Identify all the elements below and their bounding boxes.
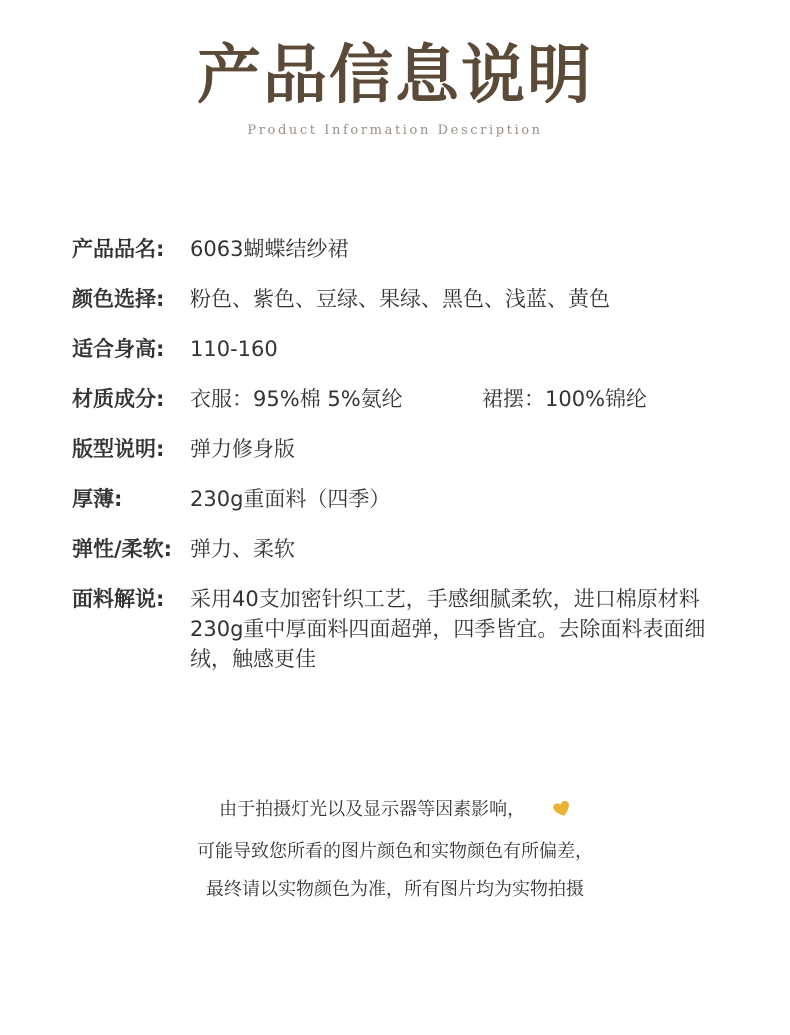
info-label: 适合身高:	[72, 337, 165, 361]
info-label: 面料解说:	[72, 587, 165, 611]
info-value-multiline	[190, 584, 750, 674]
info-label: 颜色选择:	[72, 287, 165, 311]
info-value-skirt: 裙摆：100%锦纶	[482, 387, 648, 411]
info-label: 产品品名:	[72, 237, 165, 261]
fabric-description-line: 230g重中厚面料四面超弹，四季皆宜。去除面料表面细	[190, 617, 706, 641]
info-value: 6063蝴蝶结纱裙	[190, 237, 349, 261]
color-notice-line-2: 可能导致您所看的图片颜色和实物颜色有所偏差，	[197, 841, 593, 862]
fabric-description-line: 采用40支加密针织工艺，手感细腻柔软，进口棉原材料	[190, 587, 700, 611]
info-value: 粉色、紫色、豆绿、果绿、黑色、浅蓝、黄色	[190, 287, 610, 311]
info-row-fabric-description	[72, 584, 762, 674]
info-row-fit	[72, 434, 762, 464]
info-label: 版型说明:	[72, 437, 165, 461]
info-value: 110-160	[190, 337, 278, 361]
info-row-thickness	[72, 484, 762, 514]
page-subtitle: Product Information Description	[247, 123, 543, 138]
info-value: 弹力修身版	[190, 437, 295, 461]
color-notice-line-3: 最终请以实物颜色为准，所有图片均为实物拍摄	[206, 879, 584, 900]
info-row-elasticity	[72, 534, 762, 564]
page-title: 产品信息说明	[197, 39, 593, 113]
product-info-list	[72, 234, 762, 694]
info-value-clothing: 衣服：95%棉 5%氨纶	[190, 387, 403, 411]
heart-icon	[553, 800, 571, 824]
info-label: 厚薄:	[72, 487, 123, 511]
notice-text: 由于拍摄灯光以及显示器等因素影响，	[219, 799, 526, 820]
info-label: 弹性/柔软:	[72, 537, 173, 561]
info-row-material	[72, 384, 762, 414]
fabric-description-line: 绒，触感更佳	[190, 647, 316, 671]
info-row-product-name	[72, 234, 762, 264]
info-row-colors	[72, 284, 762, 314]
info-label: 材质成分:	[72, 387, 165, 411]
info-value: 230g重面料（四季）	[190, 487, 391, 511]
info-row-height	[72, 334, 762, 364]
info-value: 弹力、柔软	[190, 537, 295, 561]
color-notice-line-1	[0, 798, 790, 824]
